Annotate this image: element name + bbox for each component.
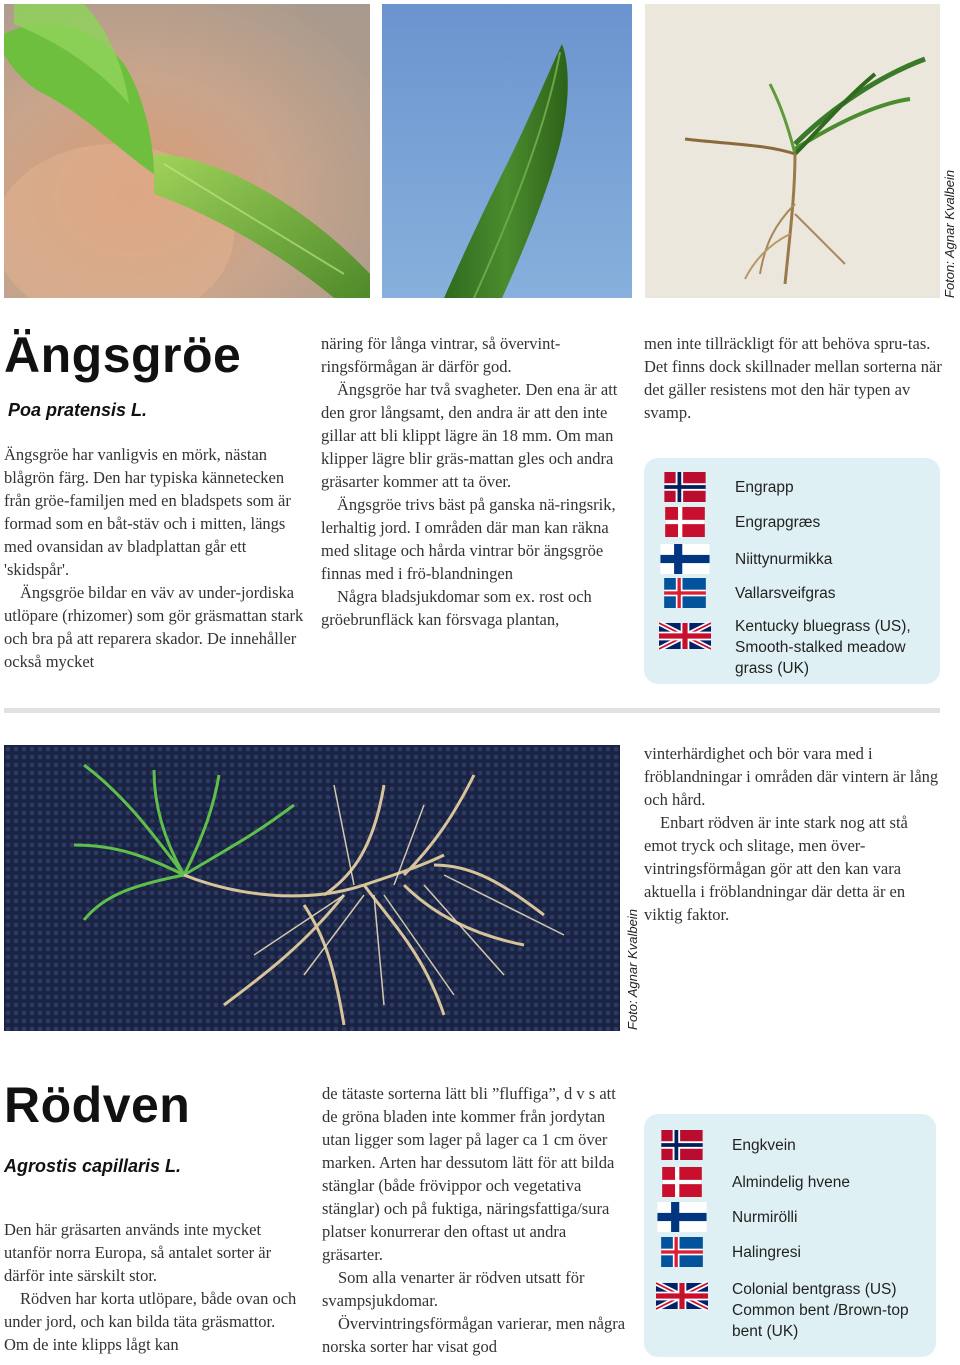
name-row [656,1202,797,1232]
common-name: Engkvein [732,1136,796,1154]
paragraph: men inte tillräckligt för att behöva spru-tas. Det finns dock skillnader mellan sorterna när det gäller resistens mot den här typen av svamp. [644,334,942,422]
common-name: Colonial bentgrass (US) Common bent /Brown-top bent (UK) [732,1281,909,1340]
name-row [659,616,935,679]
common-name: Nurmirölli [732,1208,798,1226]
angsgroe-column-2 [321,332,621,631]
paragraph: Ängsgröe har två svagheter. Den ena är att den gror långsamt, den andra är att den inte gillar att bli klippt lägre än 18 mm. Om man klipper lägre blir gräs-mattan gles och andra gräsarter kommer att ta över. [321,380,618,491]
rodven-column-1 [4,1218,304,1356]
name-row [656,1237,801,1267]
paragraph: Enbart rödven är inte stark nog att stå emot tryck och slitage, men över-vintringsförmågan gör att den kan vara aktuella i fröblandningar där detta är en viktig faktor. [644,813,908,924]
common-name: Halingresi [732,1243,801,1261]
common-names-box-angsgroe [644,458,940,684]
iceland-flag-icon [659,578,711,608]
paragraph: Den här gräsarten används inte mycket utanför norra Europa, så antalet sorter är därför inte särskilt stor. [4,1220,272,1285]
norway-flag-icon [659,472,711,502]
photo-credit-middle: Foto: Agnar Kvalbein [625,909,640,1030]
uk-flag-icon [659,621,711,651]
section-divider [4,708,940,713]
photo-leaf-tip [382,4,632,298]
rodven-column-2 [322,1082,627,1358]
name-row [659,578,836,608]
norway-flag-icon [656,1130,708,1160]
page-title-rodven: Rödven [4,1077,191,1133]
name-row [656,1167,850,1197]
rodven-continuation-column [644,742,944,926]
common-name: Vallarsveifgras [735,584,836,602]
angsgroe-column-3 [644,332,944,424]
common-name: Niittynurmikka [735,550,833,568]
name-row [656,1130,796,1160]
finland-flag-icon [659,544,711,574]
latin-name-rodven: Agrostis capillaris L. [4,1156,182,1176]
paragraph: Som alla venarter är rödven utsatt för svampsjukdomar. [322,1268,585,1310]
paragraph: Ängsgröe trivs bäst på ganska nä-ringsrik, lerhaltig jord. I områden där man kan räkna med slitage och hårda vintrar bör ängsgröe finnas med i frö-blandningen [321,495,616,583]
photo-rodven-plant-on-fabric [4,745,620,1031]
common-name: Kentucky bluegrass (US), Smooth-stalked meadow grass (UK) [735,618,911,677]
photo-seedling-roots [645,4,940,298]
paragraph: Rödven har korta utlöpare, både ovan och under jord, och kan bilda täta gräsmattor. Om de inte klipps lågt kan [4,1289,297,1354]
name-row [659,472,794,502]
common-name: Engrapp [735,478,794,496]
photo-grass-leaf-closeup [4,4,370,298]
paragraph: Några bladsjukdomar som ex. rost och gröebrunfläck kan försvaga plantan, [321,587,592,629]
page-title-angsgroe: Ängsgröe [4,327,242,383]
paragraph: Övervintringsförmågan varierar, men några norska sorter har visat god [322,1314,626,1356]
paragraph: vinterhärdighet och bör vara med i fröblandningar i områden där vintern är lång och hård. [644,744,939,809]
photo-credit-top: Foton: Agnar Kvalbein [942,169,957,298]
latin-name-angsgroe: Poa pratensis L. [8,400,148,420]
iceland-flag-icon [656,1237,708,1267]
uk-flag-icon [656,1281,708,1311]
common-name: Almindelig hvene [732,1173,851,1191]
name-row [656,1279,922,1342]
angsgroe-column-1 [4,443,304,673]
name-row [659,544,832,574]
paragraph: Ängsgröe har vanligvis en mörk, nästan blågrön färg. Den har typiska kännetecken från gröe-familjen med en bladspets som är formad som en båt-stäv och i mitten, längs med ovansidan av bladplattan går ett 'skidspår'. [4,445,291,579]
denmark-flag-icon [656,1167,708,1197]
common-name: Engrapgræs [735,513,821,531]
name-row [659,507,820,537]
common-names-box-rodven [644,1114,936,1357]
paragraph: de tätaste sorterna lätt bli ”fluffiga”, d v s att de gröna bladen inte kommer från jordytan utan ligger som lager på lager ca 1 cm över marken. Arten har dessutom lätt för att bilda stänglar (både frövippor och vegetativa stänglar) och på fuktiga, näringsfattiga/sura platser konurrerar den oftast ut andra gräsarter. [322,1084,616,1264]
finland-flag-icon [656,1202,708,1232]
denmark-flag-icon [659,507,711,537]
paragraph: näring för långa vintrar, så övervint-ringsförmågan är därför god. [321,334,561,376]
paragraph: Ängsgröe bildar en väv av under-jordiska utlöpare (rhizomer) som gör gräsmattan stark och bra på att reparera skador. De innehåller också mycket [4,583,304,671]
